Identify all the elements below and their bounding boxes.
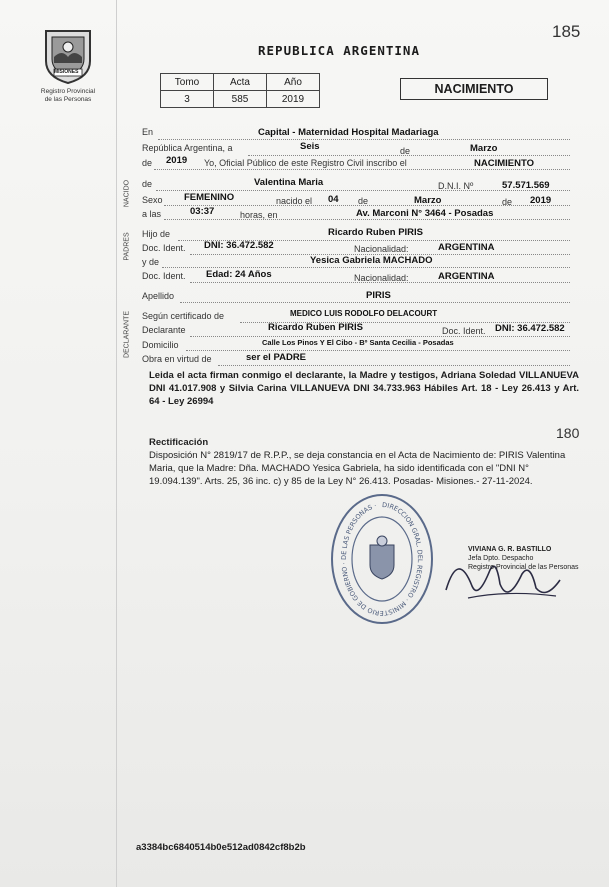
child-name-value: Valentina Maria [254,177,324,188]
day-value: Seis [300,141,320,152]
logo-text: MISIONES [54,69,79,75]
declarant-name-value: Ricardo Ruben PIRIS [268,322,364,333]
mother-name-value: Yesica Gabriela MACHADO [310,255,433,266]
alas-label: a las [142,209,162,219]
de-label: de [358,196,369,206]
signatory-name: VIVIANA G. R. BASTILLO [468,546,552,553]
obra-label: Obra en virtud de [142,354,212,364]
acta-value: 585 [214,91,267,108]
signatory-title: Jefa Dpto. Despacho [468,555,534,562]
tomo-acta-table [160,73,320,108]
address-value: Calle Los Pinos Y El Cibo - Bº Santa Cecilia - Posadas [262,338,454,347]
document-title: REPUBLICA ARGENTINA [258,43,420,58]
rectificacion-block [149,436,579,488]
dni-label: D.N.I. Nº [438,181,474,191]
seal-ring-text: DIRECCION GRAL. DEL REGISTRO · MINISTERIO DE GOBIERNO · DE LAS PERSONAS · [339,500,424,618]
registry-label-2: de las Personas [44,96,92,103]
birth-year-value: 2019 [530,195,552,206]
birth-place-value: Av. Marconi N° 3464 - Posadas [356,208,494,219]
registry-label-1: Registro Provincial [40,88,96,95]
birth-month-value: Marzo [414,195,442,206]
nacido-label: nacido el [276,196,313,206]
nacionalidad-label: Nacionalidad: [354,273,409,283]
mother-doc-value: Edad: 24 Años [206,269,272,280]
declarant-dni-value: DNI: 36.472.582 [495,323,565,334]
de-label: de [502,197,513,207]
acta-header: Acta [214,74,267,91]
de-label: de [400,146,411,156]
side-label-nacido: NACIDO [123,179,131,208]
father-nationality-value: ARGENTINA [438,242,495,253]
signature-block [468,545,579,572]
dotted-line [218,365,570,366]
margin-line [116,0,117,887]
rectificacion-number: 180 [556,425,580,441]
place-value: Capital - Maternidad Hospital Madariaga [258,127,439,138]
nacionalidad-label: Nacionalidad: [354,244,409,254]
dotted-line [154,169,570,170]
page-number: 185 [552,22,581,41]
mother-nationality-value: ARGENTINA [438,271,495,282]
father-name-value: Ricardo Ruben PIRIS [328,227,424,238]
document-type-box: NACIMIENTO [400,78,548,100]
doc-ident-label: Doc. Ident. [442,326,486,336]
declarante-label: Declarante [142,325,186,335]
child-dni-value: 57.571.569 [502,180,550,191]
side-label-declarante: DECLARANTE [123,310,131,359]
dotted-line [190,336,570,337]
side-label-padres: PADRES [123,232,131,261]
birth-time-value: 03:37 [190,206,215,217]
inscribo-label: Yo, Oficial Público de este Registro Civil inscribo el [204,158,407,168]
apellido-label: Apellido [142,291,175,301]
dotted-line [180,302,570,303]
inscribo-value: NACIMIENTO [474,158,534,169]
segun-label: Según certificado de [142,311,225,321]
anio-value: 2019 [267,91,320,108]
rectificacion-body: Disposición N° 2819/17 de R.P.P., se deja constancia en el Acta de Nacimiento de: PIRIS Valentina Maria, que la Madre: Dña. MACHADO Yesica Gabriela, ha sido identificada con el "DNI N° 19.094.139". Arts. 25, 36 inc. c) y 85 de la Ley N° 26.413. Posadas- Misiones.- 27-11-2024. [149,450,566,487]
birth-day-value: 04 [328,194,339,205]
province-coat-of-arms-logo [40,27,96,85]
horas-label: horas, en [240,210,278,220]
rectificacion-title: Rectificación [149,437,209,448]
month-value: Marzo [470,143,498,154]
signatory-office: Registro Provincial de las Personas [468,564,579,571]
tomo-value: 3 [161,91,214,108]
de-label: de [142,179,153,189]
domicilio-label: Domicilio [142,340,179,350]
hijo-label: Hijo de [142,229,171,239]
official-seal-stamp [330,493,434,627]
witness-paragraph: Leida el acta firman conmigo el declarante, la Madre y testigos, Adriana Soledad VILLANUEVA DNI 41.017.908 y Silvia Carina VILLANUEVA DNI 34.733.963 Hábiles Art. 18 - Ley 26.413 y Art. 64 - Ley 26994 [149,370,579,407]
doc-ident-label: Doc. Ident. [142,243,186,253]
anio-header: Año [267,74,320,91]
year-value: 2019 [166,155,188,166]
father-dni-value: DNI: 36.472.582 [204,240,274,251]
reason-value: ser el PADRE [246,352,307,363]
dotted-line [164,219,570,220]
certificate-value: MEDICO LUIS RODOLFO DELACOURT [290,309,438,318]
doc-ident-label: Doc. Ident. [142,271,186,281]
surname-value: PIRIS [366,290,391,301]
tomo-header: Tomo [161,74,214,91]
dotted-line [186,350,570,351]
republica-label: República Argentina, a [142,143,233,153]
sex-value: FEMENINO [184,192,235,203]
sexo-label: Sexo [142,195,163,205]
yde-label: y de [142,257,160,267]
en-label: En [142,127,154,137]
de-label: de [142,158,153,168]
document-hash: a3384bc6840514b0e512ad0842cf8b2b [136,842,306,853]
dotted-line [158,139,570,140]
dotted-line [162,267,570,268]
